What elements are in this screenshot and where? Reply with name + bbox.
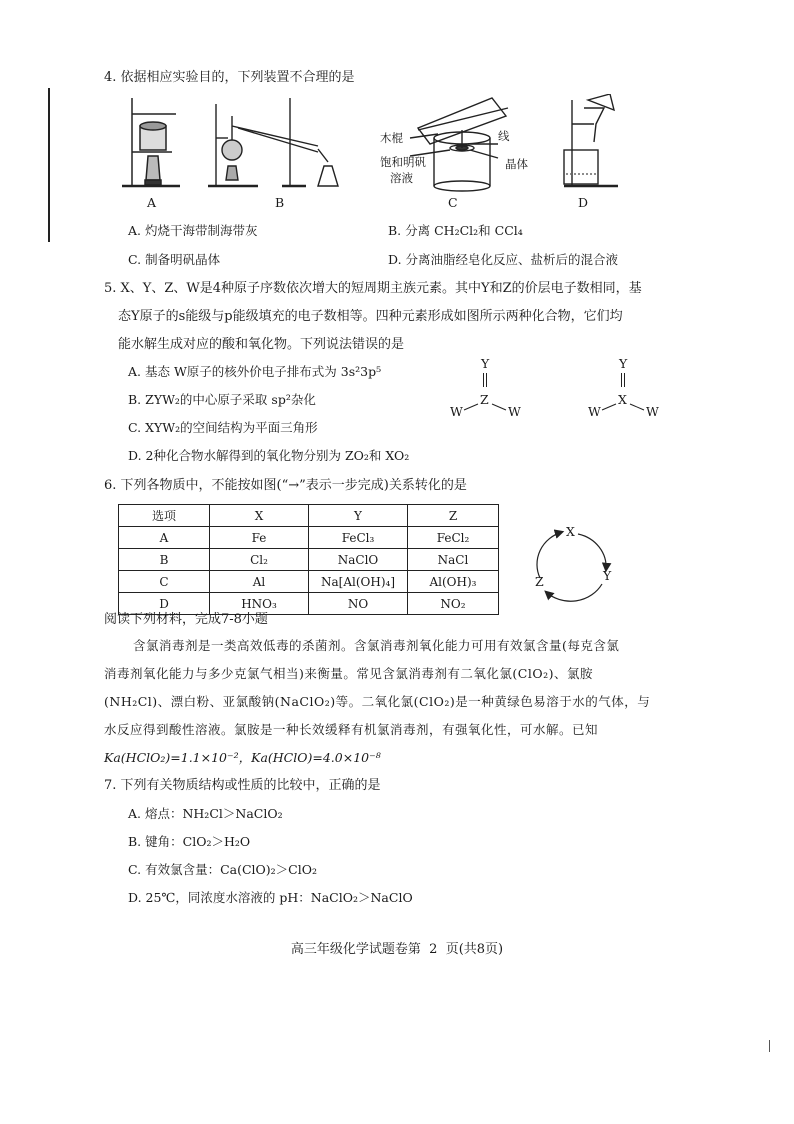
table-cell: Cl₂ (210, 549, 309, 571)
struct1-top: Y (481, 356, 490, 371)
reading-p5: Ka(HClO₂)=1.1×10⁻²，Ka(HClO)=4.0×10⁻⁸ (104, 750, 381, 765)
label-solution-2: 溶液 (390, 171, 413, 185)
struct1-right: W (508, 404, 521, 419)
q5-option-a: A. 基态 W原子的核外价电子排布式为 3s²3p⁵ (128, 364, 382, 379)
struct1-center: Z (480, 392, 489, 407)
struct2-center: X (618, 392, 627, 407)
q7-stem: 7. 下列有关物质结构或性质的比较中，正确的是 (104, 778, 381, 793)
table-cell: Al(OH)₃ (408, 571, 499, 593)
table-cell: HNO₃ (210, 593, 309, 615)
apparatus-d (564, 94, 618, 186)
table-header-row (119, 505, 499, 527)
q7-option-c: C. 有效氯含量：Ca(ClO)₂＞ClO₂ (128, 862, 317, 877)
q5-option-c: C. XYW₂的空间结构为平面三角形 (128, 420, 318, 435)
q7-option-b: B. 键角：ClO₂＞H₂O (128, 834, 251, 849)
apparatus-c (410, 98, 508, 191)
fig-label-d: D (578, 195, 589, 210)
label-thread: 线 (498, 129, 510, 143)
page-footer: 高三年级化学试题卷第 2 页(共8页) (290, 942, 504, 957)
struct1-left: W (450, 404, 463, 419)
table-cell: Al (210, 571, 309, 593)
q5-stem-3: 能水解生成对应的酸和氧化物。下列说法错误的是 (118, 337, 405, 352)
margin-mark (769, 1040, 770, 1052)
cycle-x: X (566, 524, 575, 539)
q5-structure-1 (440, 356, 530, 426)
q5-stem-2: 态Y原子的s能级与p能级填充的电子数相等。四种元素形成如图所示两种化合物，它们均 (118, 309, 623, 324)
table-cell: NO₂ (408, 593, 499, 615)
fig-label-b: B (275, 195, 285, 210)
q4-apparatus-figure (118, 94, 678, 210)
q7-option-a: A. 熔点：NH₂Cl＞NaClO₂ (128, 806, 283, 821)
table-cell: NO (309, 593, 408, 615)
table-row (119, 527, 499, 549)
reading-p2: 消毒剂氧化能力与多少克氯气相当)来衡量。常见含氯消毒剂有二氧化氯(ClO₂)、氯胺 (104, 666, 593, 681)
table-cell: A (119, 527, 210, 549)
q4-option-c: C. 制备明矾晶体 (128, 252, 221, 267)
table-header: X (210, 505, 309, 527)
q4-option-d: D. 分离油脂经皂化反应、盐析后的混合液 (388, 252, 619, 267)
margin-bar (48, 88, 50, 242)
fig-label-c: C (448, 195, 458, 210)
apparatus-b (208, 98, 338, 186)
struct2-right: W (646, 404, 659, 419)
apparatus-a (122, 98, 180, 186)
q5-structure-2 (578, 356, 668, 426)
table-cell: NaCl (408, 549, 499, 571)
label-stick: 木棍 (380, 131, 403, 145)
fig-label-a: A (147, 195, 157, 210)
reading-p3: (NH₂Cl)、漂白粉、亚氯酸钠(NaClO₂)等。二氧化氯(ClO₂)是一种黄绿色易溶于水的气体，与 (104, 694, 651, 709)
table-row (119, 571, 499, 593)
reading-p4: 水反应得到酸性溶液。氯胺是一种长效缓释有机氯消毒剂，有强氧化性，可水解。已知 (104, 722, 599, 737)
table-cell: FeCl₂ (408, 527, 499, 549)
q4-option-a: A. 灼烧干海带制海带灰 (128, 223, 258, 238)
table-row (119, 549, 499, 571)
table-cell: Fe (210, 527, 309, 549)
q4-stem: 4. 依据相应实验目的，下列装置不合理的是 (104, 70, 355, 85)
table-header: Z (408, 505, 499, 527)
reading-p1: 含氯消毒剂是一类高效低毒的杀菌剂。含氯消毒剂氧化能力可用有效氯含量(每克含氯 (133, 638, 620, 653)
q5-stem-1: 5. X、Y、Z、W是4种原子序数依次增大的短周期主族元素。其中Y和Z的价层电子数相同，基 (104, 281, 642, 296)
q4-option-b: B. 分离 CH₂Cl₂和 CCl₄ (388, 223, 523, 238)
table-header: 选项 (119, 505, 210, 527)
q5-option-b: B. ZYW₂的中心原子采取 sp²杂化 (128, 392, 316, 407)
label-crystal: 晶体 (505, 157, 528, 171)
cycle-z: Z (535, 574, 544, 589)
table-cell: FeCl₃ (309, 527, 408, 549)
label-solution-1: 饱和明矾 (380, 155, 426, 169)
table-cell: Na[Al(OH)₄] (309, 571, 408, 593)
table-cell: B (119, 549, 210, 571)
q6-table (118, 504, 499, 615)
table-cell: C (119, 571, 210, 593)
table-cell: D (119, 593, 210, 615)
table-cell: NaClO (309, 549, 408, 571)
reading-intro: 阅读下列材料，完成7-8小题 (104, 612, 268, 627)
struct2-left: W (588, 404, 601, 419)
struct2-top: Y (619, 356, 628, 371)
table-header: Y (309, 505, 408, 527)
q6-stem: 6. 下列各物质中，不能按如图(“→”表示一步完成)关系转化的是 (104, 478, 467, 493)
cycle-y: Y (603, 568, 612, 583)
q5-option-d: D. 2种化合物水解得到的氧化物分别为 ZO₂和 XO₂ (128, 448, 410, 463)
q7-option-d: D. 25℃，同浓度水溶液的 pH：NaClO₂＞NaClO (128, 890, 413, 905)
